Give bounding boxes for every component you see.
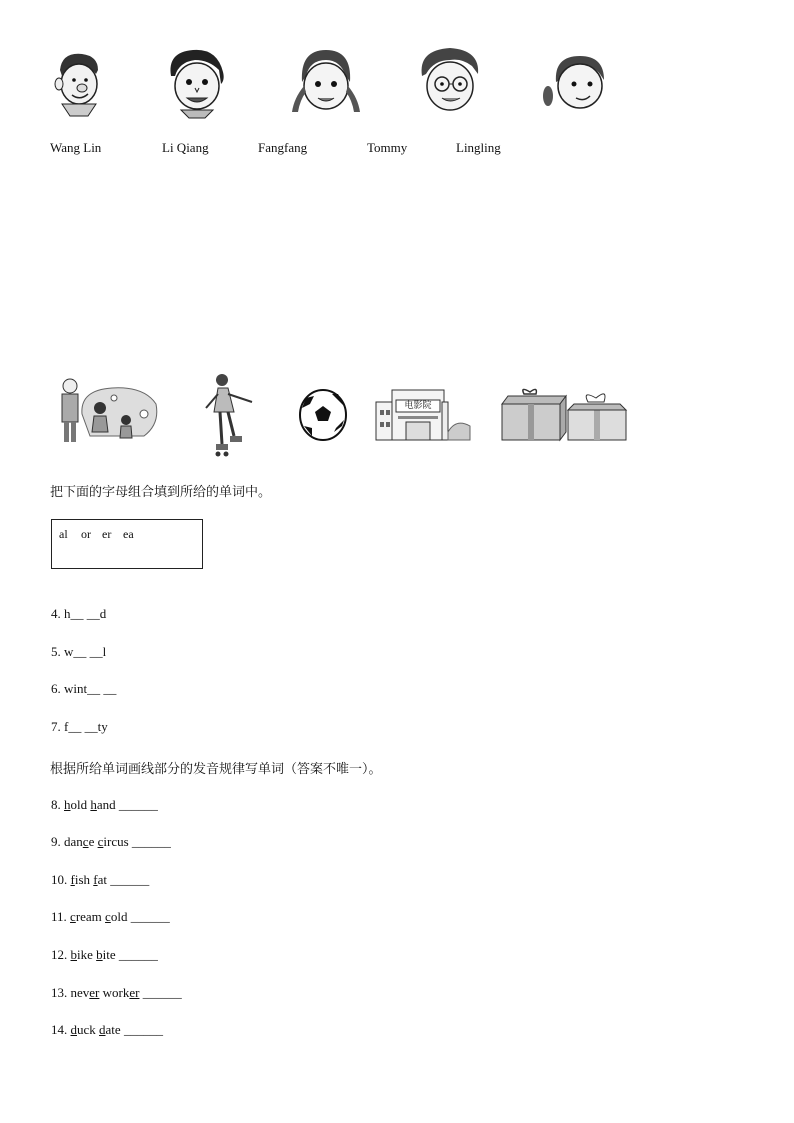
question-13-answer-blank[interactable]: ______ bbox=[142, 985, 182, 1000]
question-9-word2: circus bbox=[97, 834, 129, 849]
question-8: 8. hold hand ______ bbox=[51, 797, 158, 812]
boy-wang-lin-face-icon bbox=[48, 48, 108, 118]
question-10-answer-blank[interactable]: ______ bbox=[110, 872, 150, 887]
football-icon bbox=[298, 388, 348, 442]
character-name-tommy: Tommy bbox=[367, 140, 408, 155]
question-12-word2: bite bbox=[96, 947, 116, 962]
question-7: 7. f__ __ty bbox=[51, 719, 108, 734]
question-14-answer-blank[interactable]: ______ bbox=[123, 1022, 163, 1037]
question-8-word2: hand bbox=[90, 797, 116, 812]
section2-instruction: 根据所给单词画线部分的发音规律写单词（答案不唯一）。 bbox=[50, 762, 382, 777]
question-14-word1: duck bbox=[70, 1022, 96, 1037]
girl-skating-icon bbox=[204, 372, 260, 460]
character-name-li-qiang: Li Qiang bbox=[162, 140, 209, 155]
family-park-icon bbox=[52, 374, 162, 450]
cinema-building-icon bbox=[372, 382, 472, 442]
question-11-word2: cold bbox=[105, 909, 128, 924]
question-12-word1: bike bbox=[70, 947, 93, 962]
option-ea: ea bbox=[123, 527, 134, 541]
character-name-wang-lin: Wang Lin bbox=[50, 140, 102, 155]
question-6: 6. wint__ __ bbox=[51, 681, 117, 696]
question-14-word2: date bbox=[99, 1022, 121, 1037]
question-10-word2: fat bbox=[93, 872, 107, 887]
letter-options-box bbox=[51, 519, 203, 569]
question-5-word: w__ __l bbox=[64, 644, 107, 659]
question-14: 14. duck date ______ bbox=[51, 1022, 163, 1037]
option-er: er bbox=[102, 527, 112, 541]
character-name-fangfang: Fangfang bbox=[258, 140, 308, 155]
character-name-lingling: Lingling bbox=[456, 140, 501, 155]
girl-lingling-face-icon bbox=[542, 52, 614, 116]
question-12: 12. bike bite ______ bbox=[51, 947, 158, 962]
question-9-answer-blank[interactable]: ______ bbox=[131, 834, 171, 849]
option-al: al bbox=[59, 527, 68, 541]
gift-boxes-icon bbox=[500, 388, 630, 444]
question-13-word1: never bbox=[70, 985, 100, 1000]
question-11: 11. cream cold ______ bbox=[51, 909, 170, 924]
boy-tommy-glasses-face-icon bbox=[414, 44, 486, 118]
question-8-answer-blank[interactable]: ______ bbox=[118, 797, 158, 812]
question-8-word1: hold bbox=[64, 797, 88, 812]
question-13: 13. never worker ______ bbox=[51, 985, 182, 1000]
question-9-word1: dance bbox=[64, 834, 95, 849]
section1-instruction: 把下面的字母组合填到所给的单词中。 bbox=[50, 485, 272, 500]
question-5: 5. w__ __l bbox=[51, 644, 107, 659]
question-7-word: f__ __ty bbox=[64, 719, 108, 734]
girl-fangfang-face-icon bbox=[286, 46, 366, 120]
option-or: or bbox=[81, 527, 91, 541]
cinema-sign: 电影院 bbox=[404, 401, 432, 411]
question-10: 10. fish fat ______ bbox=[51, 872, 150, 887]
question-4: 4. h__ __d bbox=[51, 606, 107, 621]
question-9: 9. dance circus ______ bbox=[51, 834, 171, 849]
question-6-word: wint__ __ bbox=[64, 681, 117, 696]
question-11-answer-blank[interactable]: ______ bbox=[130, 909, 170, 924]
boy-li-qiang-face-icon bbox=[165, 46, 229, 120]
question-12-answer-blank[interactable]: ______ bbox=[118, 947, 158, 962]
question-11-word1: cream bbox=[70, 909, 102, 924]
question-13-word2: worker bbox=[102, 985, 140, 1000]
question-4-word: h__ __d bbox=[64, 606, 107, 621]
question-10-word1: fish bbox=[70, 872, 91, 887]
